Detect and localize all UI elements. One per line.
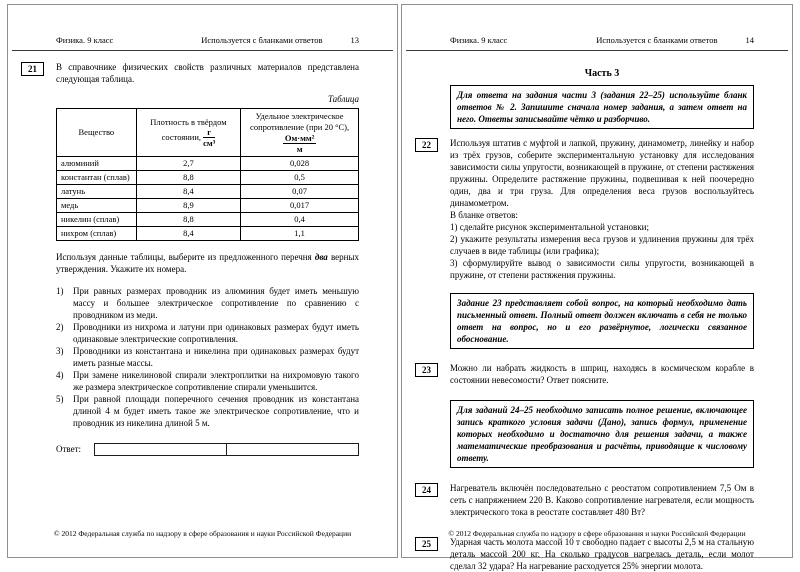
- list-item: 4) При замене никелиновой спирали электроплитки на нихромовую такого же размера электрическое сопротивление спирали уменьшится.: [56, 369, 359, 392]
- header-subject: Физика. 9 класс: [56, 35, 114, 45]
- question-23-body: [450, 362, 754, 386]
- col-header-resistivity: Удельное электрическое сопротивление (при 20 °С), $\frac{\text{Ом·мм²}}{м}$: [241, 109, 359, 157]
- density-unit-fraction: $\frac{г}{\text{см³}}$: [203, 127, 216, 148]
- table-row: никелин (сплав) 8,8 0,4: [57, 212, 359, 226]
- answer-box[interactable]: [94, 443, 359, 456]
- table-row: латунь 8,4 0,07: [57, 184, 359, 198]
- question-25-number: 25: [415, 537, 438, 551]
- question-22-step: 2) укажите результаты измерения веса грузов и удлинения пружины для трёх случаев в виде таблицы (или графика);: [450, 234, 754, 256]
- instruction-box-tasks24-25: Для заданий 24–25 необходимо записать полное решение, включающее запись краткого условия задачи (Дано), запись формул, применение которых необходимо и достаточно для решения задачи, а также математические преобразования и расчёты, приводящие к числовому ответу.: [450, 400, 754, 468]
- properties-table: [56, 108, 359, 241]
- question-21-number: 21: [21, 62, 44, 76]
- question-22-body: [450, 137, 754, 281]
- page-number: 14: [745, 35, 754, 45]
- answer-cell-1[interactable]: [95, 444, 227, 455]
- copyright-footer: © 2012 Федеральная служба по надзору в сфере образования и науки Российской Федерации: [448, 529, 746, 538]
- table-row: константан (сплав) 8,8 0,5: [57, 170, 359, 184]
- table-row: алюминий 2,7 0,028: [57, 156, 359, 170]
- header-subject: Физика. 9 класс: [450, 35, 508, 45]
- answer-row: [56, 443, 359, 456]
- table-row: нихром (сплав) 8,4 1,1: [57, 226, 359, 240]
- question-22-step: 1) сделайте рисунок экспериментальной установки;: [450, 222, 649, 232]
- question-24: [415, 482, 754, 518]
- resistivity-unit-fraction: $\frac{\text{Ом·мм²}}{м}$: [284, 133, 315, 154]
- header-usage-note: Используется с бланками ответов: [201, 35, 323, 45]
- question-21-intro: В справочнике физических свойств различных материалов представлена следующая таблица.: [56, 62, 359, 84]
- table-row: медь 8,9 0,017: [57, 198, 359, 212]
- page-13: [7, 4, 398, 558]
- question-21-body: [56, 61, 359, 456]
- statements-list: [56, 285, 359, 429]
- list-item: 2) Проводники из нихрома и латуни при одинаковых размерах будут иметь одинаковые электрические сопротивления.: [56, 321, 359, 344]
- question-22-step: 3) сформулируйте вывод о зависимости силы упругости, возникающей в пружине, от степени растяжения пружины.: [450, 258, 754, 280]
- answer-cell-2[interactable]: [227, 444, 358, 455]
- question-23: [415, 362, 754, 386]
- question-25-body: [450, 536, 754, 572]
- emphasis-two: два: [314, 251, 328, 262]
- copyright-footer: © 2012 Федеральная служба по надзору в сфере образования и науки Российской Федерации: [53, 529, 352, 538]
- list-item: 3) Проводники из константана и никелина при одинаковых размерах будут иметь разные массы.: [56, 345, 359, 368]
- question-23-text: Можно ли набрать жидкость в шприц, находясь в космическом корабле в состоянии невесомости? Ответ поясните.: [450, 363, 754, 385]
- col-header-density: Плотность в твёрдом состоянии, $\frac{г}{\text{см³}}$: [136, 109, 240, 157]
- page-header-right: [402, 5, 792, 45]
- question-23-number: 23: [415, 363, 438, 377]
- question-21-task: Используя данные таблицы, выберите из предложенного перечня два верных утверждения. Укажите их номера.: [56, 251, 360, 274]
- col-header-substance: Вещество: [57, 109, 137, 157]
- question-22-blank-intro: В бланке ответов:: [450, 210, 518, 220]
- answer-label: Ответ:: [56, 444, 82, 455]
- page-14-content: [402, 51, 792, 572]
- question-22-number: 22: [415, 138, 438, 152]
- question-24-number: 24: [415, 483, 438, 497]
- instruction-box-task23: Задание 23 представляет собой вопрос, на который необходимо дать письменный ответ. Полный ответ должен включать в себя не только ответ на вопрос, но и его развёрнутое, логически связанное обоснование.: [450, 293, 754, 349]
- table-header-row: [57, 109, 359, 157]
- question-25: [415, 536, 754, 572]
- table-caption: Таблица: [327, 94, 359, 104]
- header-usage-note: Используется с бланками ответов: [596, 35, 718, 45]
- part-3-title: Часть 3: [584, 68, 620, 79]
- page-13-content: [8, 51, 397, 456]
- page-number: 13: [350, 35, 359, 45]
- question-22-text: Используя штатив с муфтой и лапкой, пружину, динамометр, линейку и набор из трёх грузов, соберите экспериментальную установку для исследования зависимости силы упругости, возникающей в пружине, от степени растяжения пружины. Определите растяжение пружины, подвешивая к ней поочередно один, два и три груза. Для определения веса грузов воспользуйтесь динамометром.: [450, 138, 754, 208]
- instruction-box-part3: Для ответа на задания части 3 (задания 22–25) используйте бланк ответов № 2. Запишите сначала номер задания, а затем ответ на него. Ответы записывайте чётко и разборчиво.: [450, 85, 754, 129]
- page-14: [401, 4, 793, 571]
- question-24-body: [450, 482, 754, 518]
- question-24-text: Нагреватель включён последовательно с реостатом сопротивлением 7,5 Ом в сеть с напряжением 220 В. Каково сопротивление нагревателя, если мощность электрического тока в реостате составляет 480 Вт?: [450, 483, 754, 517]
- list-item: 1) При равных размерах проводник из алюминия будет иметь меньшую массу и большее электрическое сопротивление по сравнению с проводником из меди.: [56, 285, 359, 320]
- question-25-text: Ударная часть молота массой 10 т свободно падает с высоты 2,5 м на стальную деталь массой 200 кг. На сколько градусов нагрелась деталь, если молот сделал 32 удара? На нагревание расходуется 25% энергии молота.: [450, 537, 754, 571]
- page-header-left: [8, 5, 397, 45]
- question-21: [21, 61, 359, 456]
- list-item: 5) При равной площади поперечного сечения проводник из константана длиной 4 м будет иметь такое же электрическое сопротивление, что и проводник из никелина длиной 5 м.: [56, 393, 359, 428]
- question-22: [415, 137, 754, 281]
